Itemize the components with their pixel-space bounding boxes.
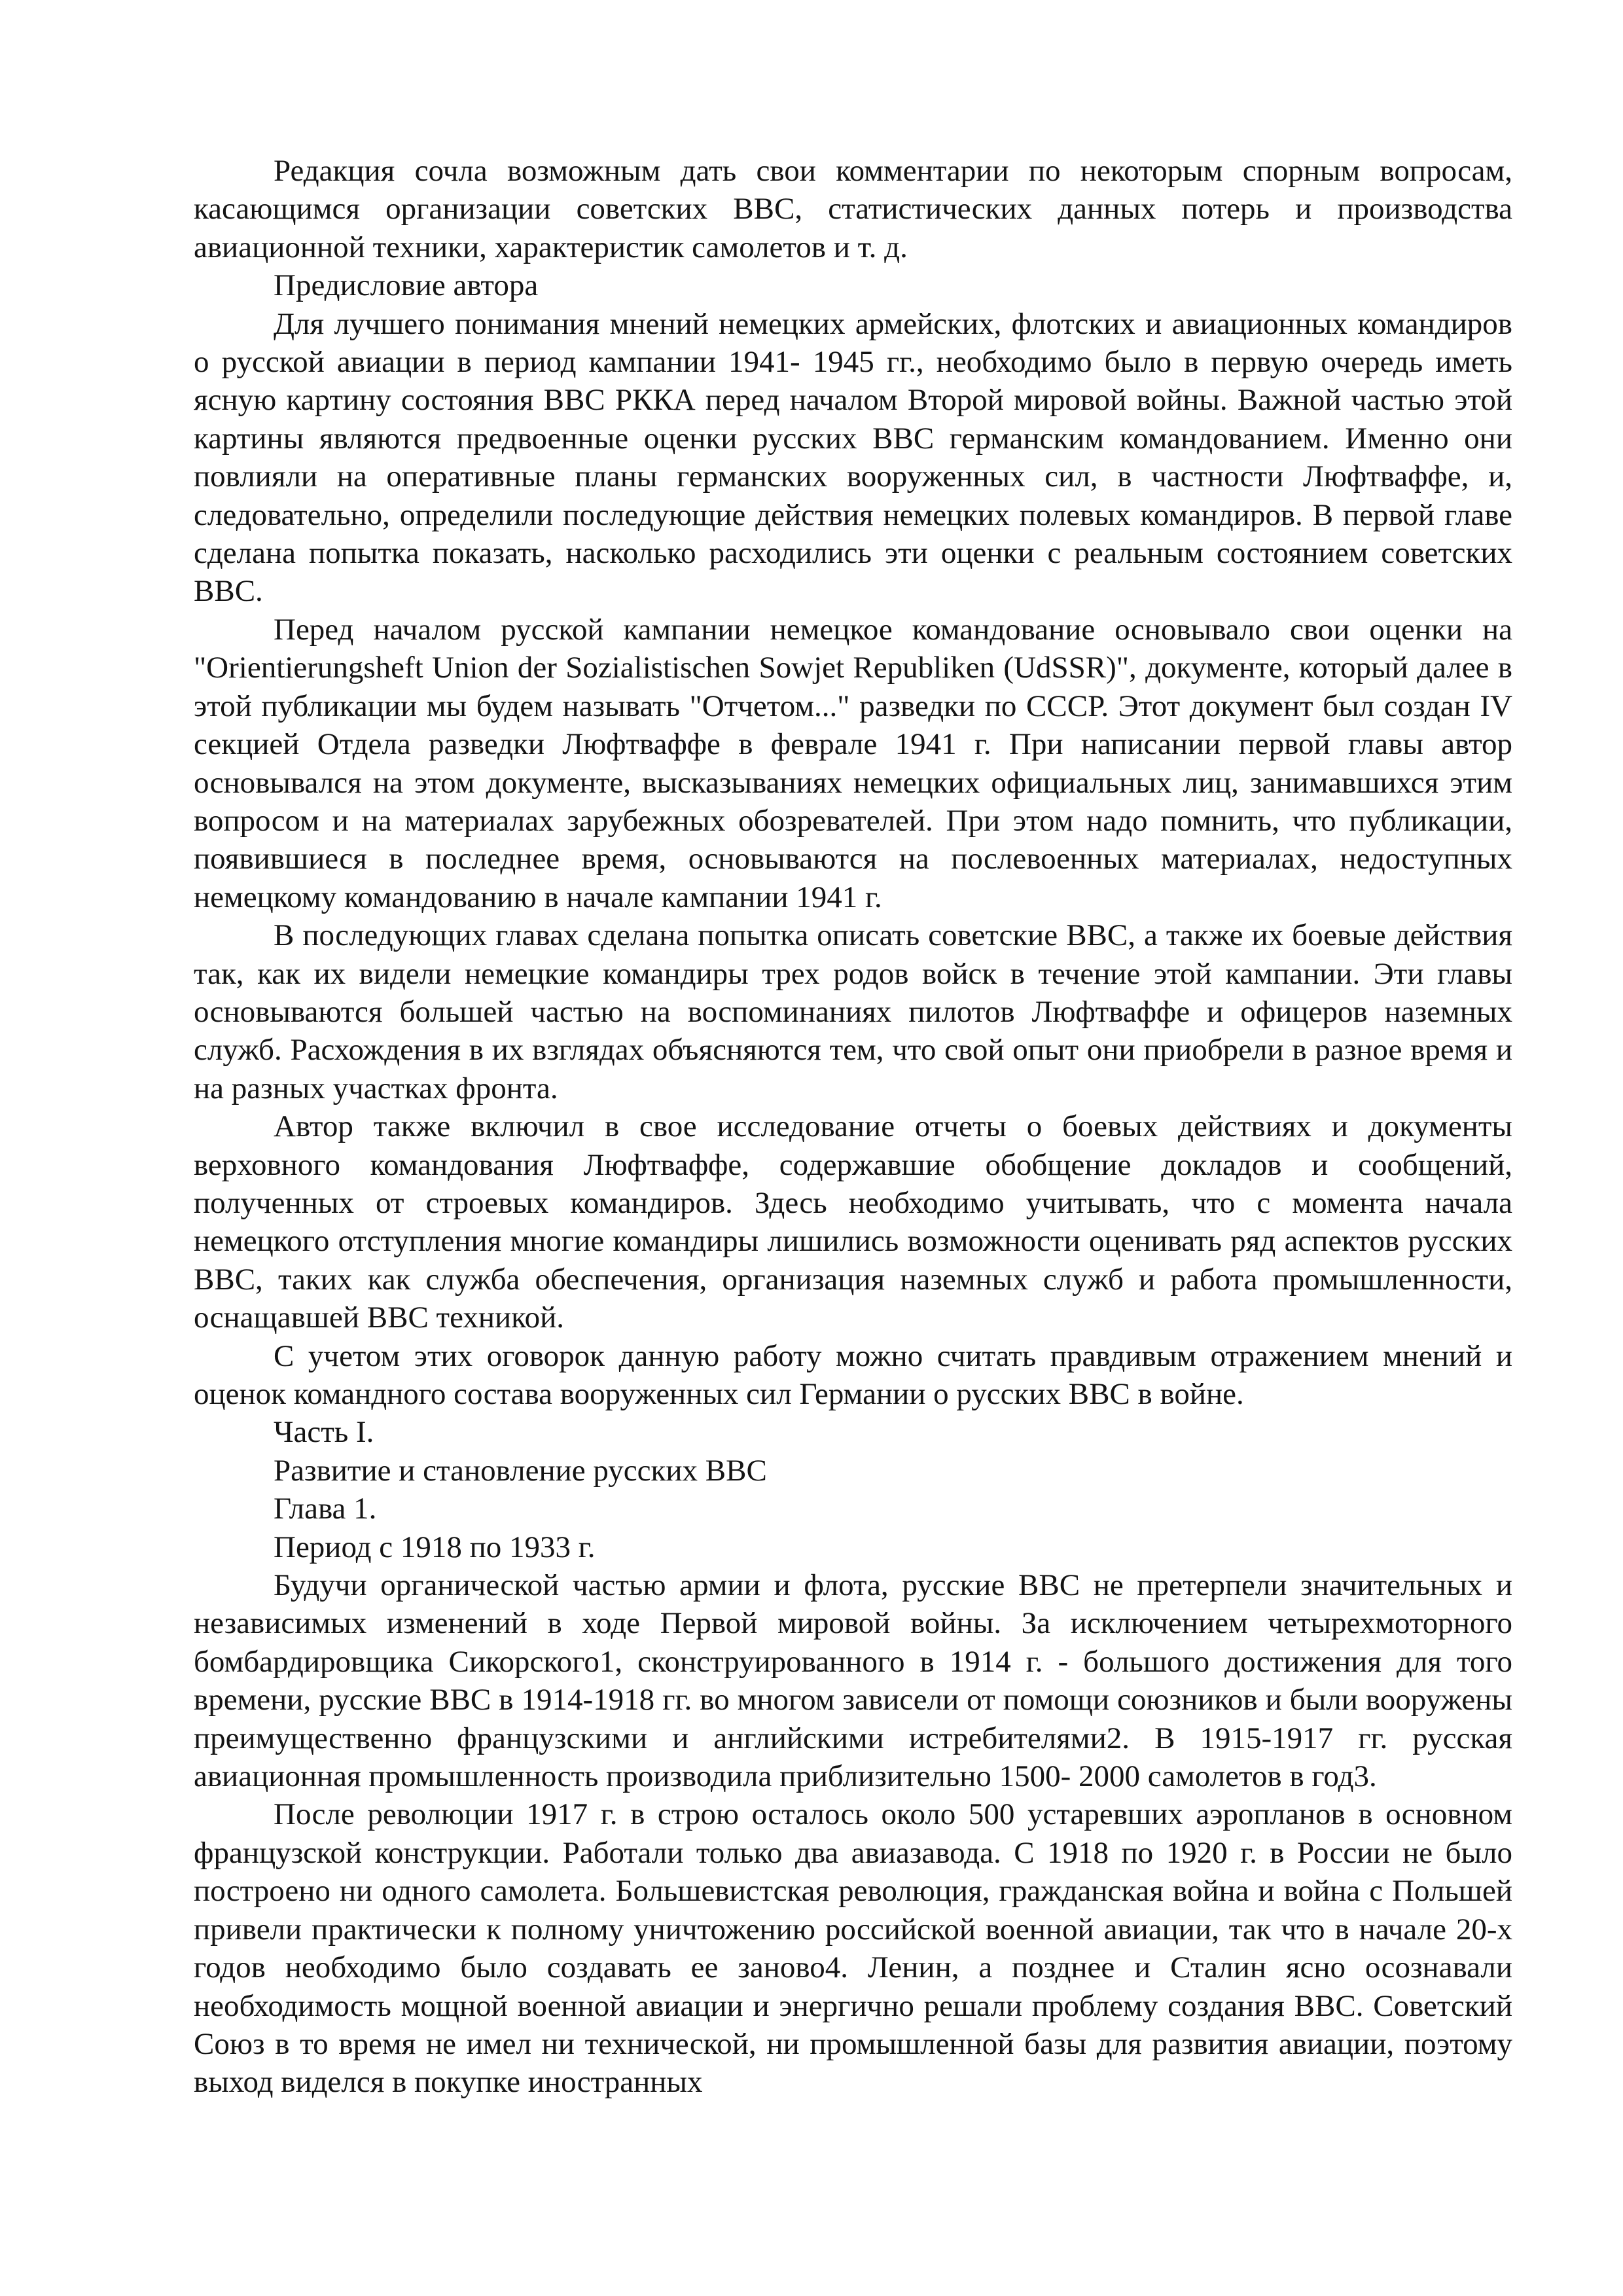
heading-part-title: Развитие и становление русских ВВС xyxy=(274,1453,767,1488)
paragraph-preface-5: С учетом этих оговорок данную работу можно считать правдивым отражением мнений и оценок командного состава вооруженных сил Германии о русских ВВС в войне. xyxy=(194,1338,1512,1411)
document-page xyxy=(194,152,1512,2102)
paragraph-preface-1: Для лучшего понимания мнений немецких армейских, флотских и авиационных командиров о русской авиации в период кампании 1941- 1945 гг., необходимо было в первую очередь иметь ясную картину состояния ВВС РККА перед началом Второй мировой войны. Важной частью этой картины являются предвоенные оценки русских ВВС германским командованием. Именно они повлияли на оперативные планы германских вооруженных сил, в частности Люфтваффе, и, следовательно, определили последующие действия немецких полевых командиров. В первой главе сделана попытка показать, насколько расходились эти оценки с реальным состоянием советских ВВС. xyxy=(194,306,1512,609)
paragraph-preface-4: Автор также включил в свое исследование отчеты о боевых действиях и документы верховного командования Люфтваффе, содержавшие обобщение докладов и сообщений, полученных от строевых командиров. Здесь необходимо учитывать, что с момента начала немецкого отступления многие командиры лишились возможности оценивать ряд аспектов русских ВВС, таких как служба обеспечения, организация наземных служб и работа промышленности, оснащавшей ВВС техникой. xyxy=(194,1109,1512,1335)
paragraph-preface-2: Перед началом русской кампании немецкое командование основывало свои оценки на "Orientierungsheft Union der Sozialistischen Sowjet Republiken (UdSSR)", документе, который далее в этой публикации мы будем называть "Отчетом..." разведки по СССР. Этот документ был создан IV секцией Отдела разведки Люфтваффе в феврале 1941 г. При написании первой главы автор основывался на этом документе, высказываниях немецких официальных лиц, занимавшихся этим вопросом и на материалах зарубежных обозревателей. При этом надо помнить, что публикации, появившиеся в последнее время, основываются на послевоенных материалах, недоступных немецкому командованию в начале кампании 1941 г. xyxy=(194,612,1512,914)
heading-chapter: Глава 1. xyxy=(274,1492,377,1526)
heading-author-preface: Предисловие автора xyxy=(274,268,539,303)
paragraph-preface-3: В последующих главах сделана попытка описать советские ВВС, а также их боевые действия так, как их видели немецкие командиры трех родов войск в течение этой кампании. Эти главы основываются большей частью на воспоминаниях пилотов Люфтваффе и офицеров наземных служб. Расхождения в их взглядах объясняются тем, что свой опыт они приобрели в разное время и на разных участках фронта. xyxy=(194,918,1512,1105)
heading-part: Часть I. xyxy=(274,1415,374,1450)
paragraph-chapter-1: Будучи органической частью армии и флота, русские ВВС не претерпели значительных и независимых изменений в ходе Первой мировой войны. За исключением четырехмоторного бомбардировщика Сикорского1, сконструированного в 1914 г. - большого достижения для того времени, русские ВВС в 1914-1918 гг. во многом зависели от помощи союзников и были вооружены преимущественно французскими и английскими истребителями2. В 1915-1917 гг. русская авиационная промышленность производила приблизительно 1500- 2000 самолетов в год3. xyxy=(194,1568,1512,1794)
heading-chapter-title: Период с 1918 по 1933 г. xyxy=(274,1530,596,1564)
paragraph-chapter-2: После революции 1917 г. в строю осталось около 500 устаревших аэропланов в основном французской конструкции. Работали только два авиазавода. С 1918 по 1920 г. в России не было построено ни одного самолета. Большевистская революция, гражданская война и война с Польшей привели практически к полному уничтожению российской военной авиации, так что в начале 20-х годов необходимо было создавать ее заново4. Ленин, а позднее и Сталин ясно осознавали необходимость мощной военной авиации и энергично решали проблему создания ВВС. Советский Союз в то время не имел ни технической, ни промышленной базы для развития авиации, поэтому выход виделся в покупке иностранных xyxy=(194,1797,1512,2100)
paragraph-editorial-note: Редакция сочла возможным дать свои комментарии по некоторым спорным вопросам, касающимся организации советских ВВС, статистических данных потерь и производства авиационной техники, характеристик самолетов и т. д. xyxy=(194,154,1512,264)
